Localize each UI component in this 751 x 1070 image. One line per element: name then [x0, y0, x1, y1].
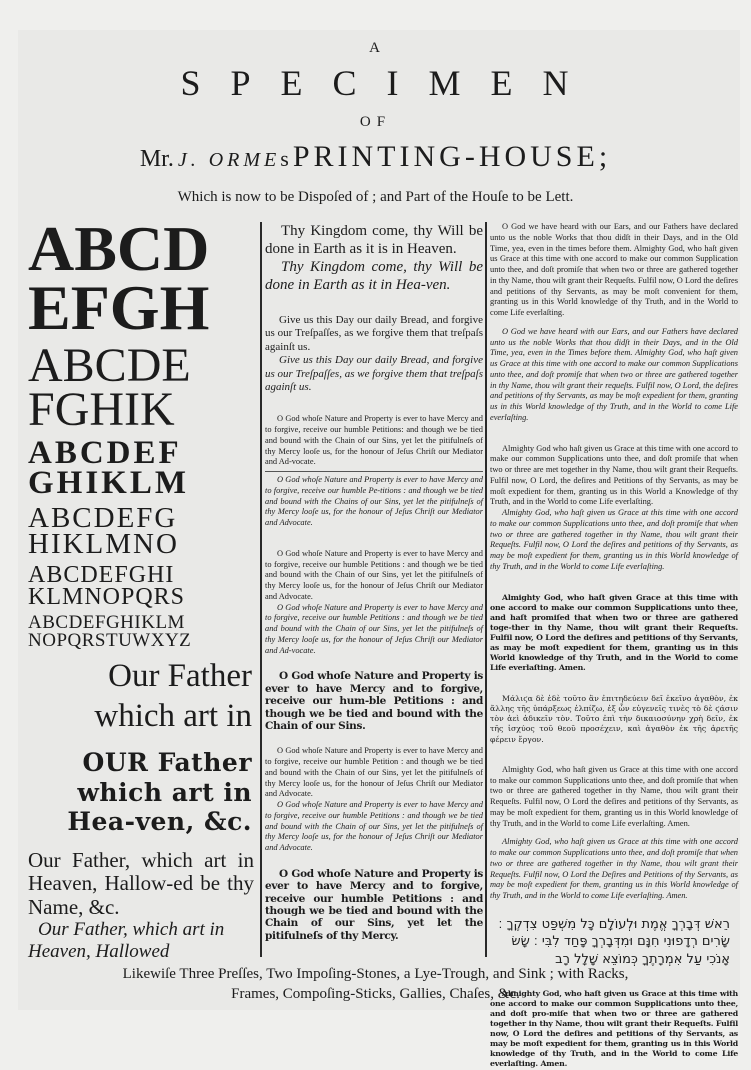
- alphabet-line: ABCDEFGHI: [28, 562, 175, 589]
- text-paragraph: O God whoſe Nature and Property is ever to have Mercy and to forgive, receive our humble Petitions : and though we be tied and bound with the Chain of our Sins, yet let the pitifulneſs of thy Mercy looſe us, for the honour of Jeſus Chriſt our Mediator and Advocate.: [265, 548, 483, 601]
- hebrew-paragraph: רֵאשׁ דְּבָרְךָ אֱמֶת וּלְעוֹלָם כָּל מִשְׁפַּט צִדְקֶךָ ׃ שָׂרִים רְדָפוּנִי חִנָּם וּמִדְּבָרְךָ פָּחַד לִבִּי ׃ שָׂשׂ אָנֹכִי עַל אִמְרָתֶךָ כְּמוֹצֵא שָׁלָל רָב: [498, 916, 730, 967]
- our-father-italic: Our Father, which art in Heaven, Hallowed: [28, 919, 225, 963]
- alphabet-specimen: [28, 501, 260, 561]
- alphabet-specimen: [28, 213, 260, 343]
- text-paragraph: Almighty God, who haſt given us Grace at this time with one accord to make our common Supplications unto thee, and doſt pro-miſe that when two or three are gathered together in thy Name, thou wilt grant their Requeſts. Fulfil now, O Lord the deſires and petitions of thy Servants, as may be moſt expedient for them, granting us in this World knowledge of thy Truth, and in the World to come Life everlaſting. Amen.: [490, 988, 738, 1069]
- header-mr: Mr.: [139, 146, 174, 172]
- text-paragraph: O God whoſe Nature and Property is ever to have Mercy and to forgive, receive our humble Pe-titions : and though we be tied and bound with the Chains of our Sins, yet let the pitifulneſs of thy Mercy looſe us, for the honour of Jeſus Chriſt our Mediator and Advocate.: [265, 475, 483, 528]
- alphabet-line: KLMNOPQRS: [28, 584, 186, 611]
- text-paragraph: Almighty God, who haſt given Grace at this time with one accord to make our common Supplications unto thee, and haſt promiſed that when two or three are gathered toge-ther in thy Name, thou wilt grant their Requeſts. Fulfil now, O Lord the deſires and petitions of thy Servants, as may be moſt expedient for them, granting us in this World knowledge of thy Truth, and in the World to come Life everlaſting. Amen.: [490, 592, 738, 673]
- text-paragraph: O God whoſe Nature and Property is ever to have Mercy and to forgive, receive our humble Petitions : and though we be tied and bound with the Chain of our Sins, yet let the pitifulneſs of thy Mercy.: [265, 867, 483, 942]
- text-paragraph: Give us this Day our daily Bread, and forgive us our Treſpaſſes, as we forgive them that treſpaſs againſt us.: [265, 314, 483, 353]
- column-alphabets: [28, 213, 260, 963]
- our-father-blackletter: OUR Father which art in Hea-ven, &c.: [67, 748, 252, 837]
- text-paragraph: Almighty God, who haſt given us Grace at this time with one accord to make our common Supplications unto thee, and doſt promiſe that when two or three are gathered together in thy Name, thou wilt grant their Requeſts. Fulfil now, O Lord the deſires and petitions of thy Servants, as may be moſt expedient for them, granting us in this World knowledge of thy Truth, and in the World to come Life everlaſting. Amen.: [490, 764, 738, 828]
- text-paragraph: Thy Kingdom come, thy Will be done in Earth as it is in Heaven.: [265, 223, 483, 257]
- column-prayers-right: [490, 222, 738, 1070]
- text-paragraph: O God whoſe Nature and Property is ever to have Mercy and to forgive, receive our humble Petition : and though we be tied and bound with the Chain of our Sins, yet let the pitifulneſs of thy Mercy looſe us, for the honour of Jeſus Chriſt our Mediator and Advocate.: [265, 746, 483, 799]
- column-rule-1: [260, 222, 262, 957]
- alphabet-line: NOPQRSTUWXYZ: [28, 629, 192, 651]
- column-prayers-middle: [265, 222, 483, 942]
- text-paragraph: O God whoſe Nature and Property is ever to have Mercy and to forgive, receive our humble Petitions: and though we be tied and bound with the Chain of our Sins, yet let the pitifulneſs of thy Mercy looſe us, for the honour of Jeſus Chriſt our Mediator and Ad-vocate.: [265, 414, 483, 467]
- header-printing-house: PRINTING-HOUSE;: [292, 140, 612, 173]
- header-printing-house-line: [0, 140, 751, 174]
- header-article: A: [369, 40, 382, 56]
- header-owner-name: J. ORME: [177, 149, 281, 171]
- text-paragraph: O God whoſe Nature and Property is ever to have Mercy and to forgive, receive our humble Petitions : and though we be tied and bound with the Chain of our Sins, yet let the pitifulneſs of thy Mercy looſe us, for the honour of Jeſus Chriſt our Mediator and Ad-vocate.: [265, 602, 483, 655]
- text-paragraph: Thy Kingdom come, thy Will be done in Earth as it in Hea-ven.: [265, 259, 483, 293]
- footer-line-1: Likewiſe Three Preſſes, Two Impoſing-Stones, a Lye-Trough, and Sink ; with Racks,: [122, 966, 629, 982]
- column-rule-2: [485, 222, 487, 957]
- alphabet-line: HIKLMNO: [28, 528, 179, 561]
- header-subtitle: Which is now to be Dispoſed of ; and Part of the Houſe to be Lett.: [177, 189, 574, 205]
- header-of: OF: [359, 114, 392, 130]
- alphabet-line: GHIKLM: [28, 465, 190, 502]
- text-paragraph: O God whoſe Nature and Property is ever to have Mercy and to forgive, receive our hum-ble Petitions : and though we be tied and bound with the Chain of our Sins.: [265, 670, 483, 732]
- alphabet-line: ABCDEFG: [28, 501, 178, 534]
- alphabet-line: ABCDE: [28, 338, 191, 392]
- alphabet-line: FGHIK: [28, 382, 175, 436]
- greek-paragraph: Μάλιϛα δὲ ἐδὲ τοῦτο ἂν ἐπιτηδεύειν δεῖ ἐκεῖνο ἀγαθὸν, ἐκ ἄλλης τῆς ὑπάρξεως ἐλπίζω, ἐξ ὧν εὐγενεῖς τινὲς τὸ δὲ ϛάσιν τὸν ἀεὶ ἀδικεῖν τὸν. Τοῦτο ἐπὶ τὴν δικαιοσύνην χρὴ δεῖν, ἐκ τῆς ἰσχύος τοῦ θεοῦ προσέχειν, καὶ ἀγαθὸν ἐκ τῆς ἀρετῆς φέρειν ἔργον.: [490, 693, 738, 744]
- text-paragraph: O God we have heard with our Ears, and our Fathers have declared unto us the noble Works that thou didſt in their Days, and in the Old Time, yea, even in the times before them. Almighty God, who haſt given us Grace at this time with one accord to make our common Supplication unto thee, and doſt promiſe that when two or three are gathered together in thy Name, thou wilt grant their Requeſts. Fulfil now, O Lord the deſires and petitions of thy Servants, as may be moſt convenient for them, granting us in this World knowledge of thy Truth, and in the World to come Life everlaſting.: [490, 222, 738, 317]
- alphabet-specimen: [28, 562, 260, 611]
- alphabet-line: ABCD: [28, 213, 210, 284]
- text-paragraph: Give us this Day our daily Bread, and forgive us our Treſpaſſes, as we forgive them that treſpaſs againſt us.: [265, 354, 483, 394]
- footer-line-2: Frames, Compoſing-Sticks, Gallies, Chaſes, &c.: [231, 986, 520, 1002]
- header-possessive: s: [280, 146, 289, 171]
- text-paragraph: O God whoſe Nature and Property is ever to have Mercy and to forgive, receive our humble Petitions : and though we be tied and bound with the Chain of our Sins, yet let the pitifulneſs of thy Mercy looſe us, for the honour of Jeſus Chriſt our Mediator and Advocate.: [265, 800, 483, 853]
- text-paragraph: Almighty God who haſt given us Grace at this time with one accord to make our common Supplications unto thee, and doſt promiſe that when two or three are met together in thy Name, thou wilt grant their Requeſts. Fulfil now, O Lord, the deſires and Petitions of thy Servants, as may be moſt expedient for them, granting us in this World a Knowledge of thy Truth, and in the World to come Life everlaſting.: [490, 443, 738, 507]
- text-paragraph: Almighty God, who haſt given us Grace at this time with one accord to make our common Supplications unto thee, and doſt promiſe that when two or three are gathered together in thy Name, thou wilt grant their Requeſts. Fulfil now, O Lord the deſires and petitions of thy Servants, as may be moſt expedient for them, granting us in this World knowledge of thy Truth, and in the World to come Life everlaſting.: [490, 508, 738, 571]
- divider: [265, 471, 483, 472]
- our-father-large-roman: Our Father which art in: [94, 658, 252, 734]
- alphabet-specimen: [28, 435, 260, 502]
- alphabet-specimen: [28, 614, 260, 649]
- alphabet-line: ABCDEF: [28, 435, 182, 472]
- text-paragraph: Almighty God, who haſt given us Grace at this time with one accord to make our common Supplications unto thee, and doſt promiſe that when two or three are gathered together in thy Name, thou wilt grant their Requeſts. Fulfil now, O Lord the Deſires and Petitions of thy Servants, as may be moſt expedient for them, granting us in this World knowledge of thy Truth, and in the World to come Life everlaſting. Amen.: [490, 837, 738, 901]
- alphabet-line: ABCDEFGHIKLM: [28, 612, 185, 634]
- our-father-roman: Our Father, which art in Heaven, Hallow-ed be thy Name, &c.: [28, 847, 254, 919]
- text-paragraph: O God we have heard with our Ears, and our Fathers have declared unto us the noble Works that thou didſt in their Days, and in the Old Time, yea, even in the Times before them. Almighty God, who haſt given us Grace at this time with one accord to make our common Supplications unto thee, and doſt promiſe that when two or three are gathered together in thy Name, thou wilt grant their requeſts. Fulfil now, O Lord, the deſires and petitions of thy Servants, as may be moſt expedient for them, granting us in this World knowledge of thy Truth, and in the World to come Life everlaſting.: [490, 326, 738, 422]
- alphabet-specimen: [28, 338, 260, 436]
- alphabet-line: EFGH: [28, 271, 210, 343]
- page-title: SPECIMEN: [180, 63, 599, 103]
